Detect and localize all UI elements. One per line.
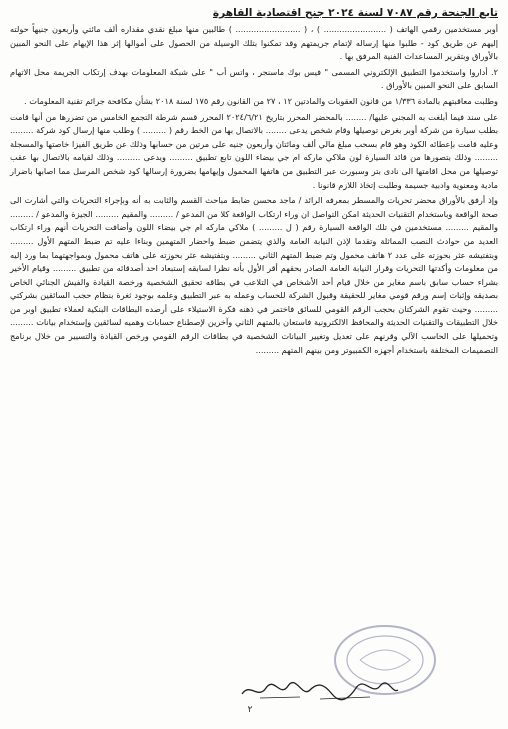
page-title: تابع الجنحة رقم ٧٠٨٧ لسنة ٢٠٢٤ جنح اقتصادية القاهرة xyxy=(212,7,498,19)
paragraph-intro: أوبر مستخدمين رقمي الهاتف ( ........................ ) ، ( ......................... ) طالبين منها مبلغ نقدي مقداره ألف مائتي وأربعون جنيهاً حولته إليهم عن طريق كود - طلبوا منها إرساله لإتمام جريمتهم وقد تمكنوا بتلك الوسيلة من الحصول على أموالها إثر هذا الإيهام على النحو المبين بالأوراق وبتقرير المساعدات الفنية المرفق بها . xyxy=(10,24,498,62)
paragraph-penalty-request: وطلبت معاقبتهم بالمادة ١/٣٣٦ من قانون العقوبات والمادتين ١٢ ، ٢٧ من القانون رقم ١٧٥ لسنة ٢٠١٨ بشأن مكافحة جرائم تقنية المعلومات . xyxy=(24,95,498,106)
paragraph-charge-2: ٢. أداروا واستخدموا التطبيق الإلكتروني المسمى " فيس بوك ماسنجر ، واتس أب " على شبكة المعلومات بهدف إرتكاب الجريمة محل الاتهام السابق على النحو المبين بالأوراق . xyxy=(10,66,498,91)
paragraph-complaint: على سند فيما أبلغت به المجني عليها/ ........ بالمحضر المحرر بتاريخ ٢٠٢٤/٦/٢١ المحرر قسم شرطة التجمع الخامس من تضررها من أنها قامت بطلب سيارة من شركة أوبر بغرض توصيلها وقام شخص يدعى ........ بالاتصال بها من الخط رقم ( ......... ) وطلب منها إرسال كود شركة ......... وعليه قامت بإعطائه الكود وهو قام بسحب مبلغ مالي ألف ومائتان وأربعون جنيه على مرتين من حسابها وذلك عن طريق الفيزا خاصتها والمسجلة ......... وذلك بتصورها من قائد السيارة لون ملاكي ماركه ام جي بيضاء اللون تابع تطبيق ......... ويدعى ......... وذلك لقيامه بالاتصال بها عقب توصيلها من محل اقامتها الى نادى بتر وسبورت عبر التطبيق من هاتفها المحمول وإيهامها بضرورة إرسالها كود شخص المرسل مما اصابها باضرار مادية ومعنوية وادبية جسيمة وطلبت إتخاذ اللازم قانونا . xyxy=(10,111,498,190)
page-number: ٢ xyxy=(247,705,253,715)
paragraph-investigation: وإذ أرفق بالأوراق محضر تحريات والمسطر بمعرفه الرائد / ماجد محسن ضابط مباحث القسم والثابت به أنه وبإجراء التحريات والتي أشارت الى صحة الواقعة وباستخدام التقنيات الحديثة امكن التواصل ان وراء ارتكاب الواقعة كلا من المدعو / ......... والمقيم ......... الجيزة والمدعو / ......... والمقيم ......... مستخدمين في تلك الواقعة السيارة رقم ( ل ......... ) ملاكي ماركه ام جي بيضاء اللون وأضافت التحريات أنهم وراء ارتكاب العديد من حوادث النصب المماثلة وتقدما لإذن النيابة العامة والذي يتضمن ضبط واحضار المتهمين وبناءا عليه تم ضبط المتهم الأول ......... وبتفتيشه عثر بحوزته على عدد ٢ هاتف محمول وتم ضبط المتهم الثاني ......... وبتفتيشه عثر بحوزته على هاتف محمول وبمواجهتهما بما ورد إليه من معلومات وأكدتها التحريات وقرار النيابة العامة الصادر بحقهم أقر الأول بأنه نظرا لسابقه إستبعاد احد أصدقائه من تطبيق ......... وقيام الأخير بشراء حساب سابق باسم مغاير من خلال قيام أحد الأشخاص في التلاعب في بطاقه تحقيق الشخصية ورخصة القيادة والفيش الجنائي الخاص بصديقه وإثبات إسم ورقم قومي مغاير للحقيقة وقبول الشركة للحساب وعمله به عبر التطبيق وعلمه بوجود ثغرة بنظام حجب السائقين بشركتي ......... وحيث تقوم الشركتان بحجب الرقم القومي للسائق فاختمر في ذهنه فكرة الاستيلاء على أرصده البطاقات البنكية لعملاء تطبيق اوبر من خلال التطبيقات والتقنيات الحديثة والمحافظ الالكترونية فاستعان بالمتهم الثاني وآخرين لإصطناع حسابات وهميه لسائقين وإستخدام بيانات ......... وتحميلها على الحاسب الآلي وقرنهم على تعديل وتغيير البيانات الشخصية في بطاقات الرقم القومي ورخص القيادة والتسيير من خلال برنامج التصميمات المختلفة باستخدام أجهزه الكمبيوتر ومن بينهم المتهم ......... xyxy=(10,195,498,355)
signatures-icon xyxy=(240,680,400,702)
